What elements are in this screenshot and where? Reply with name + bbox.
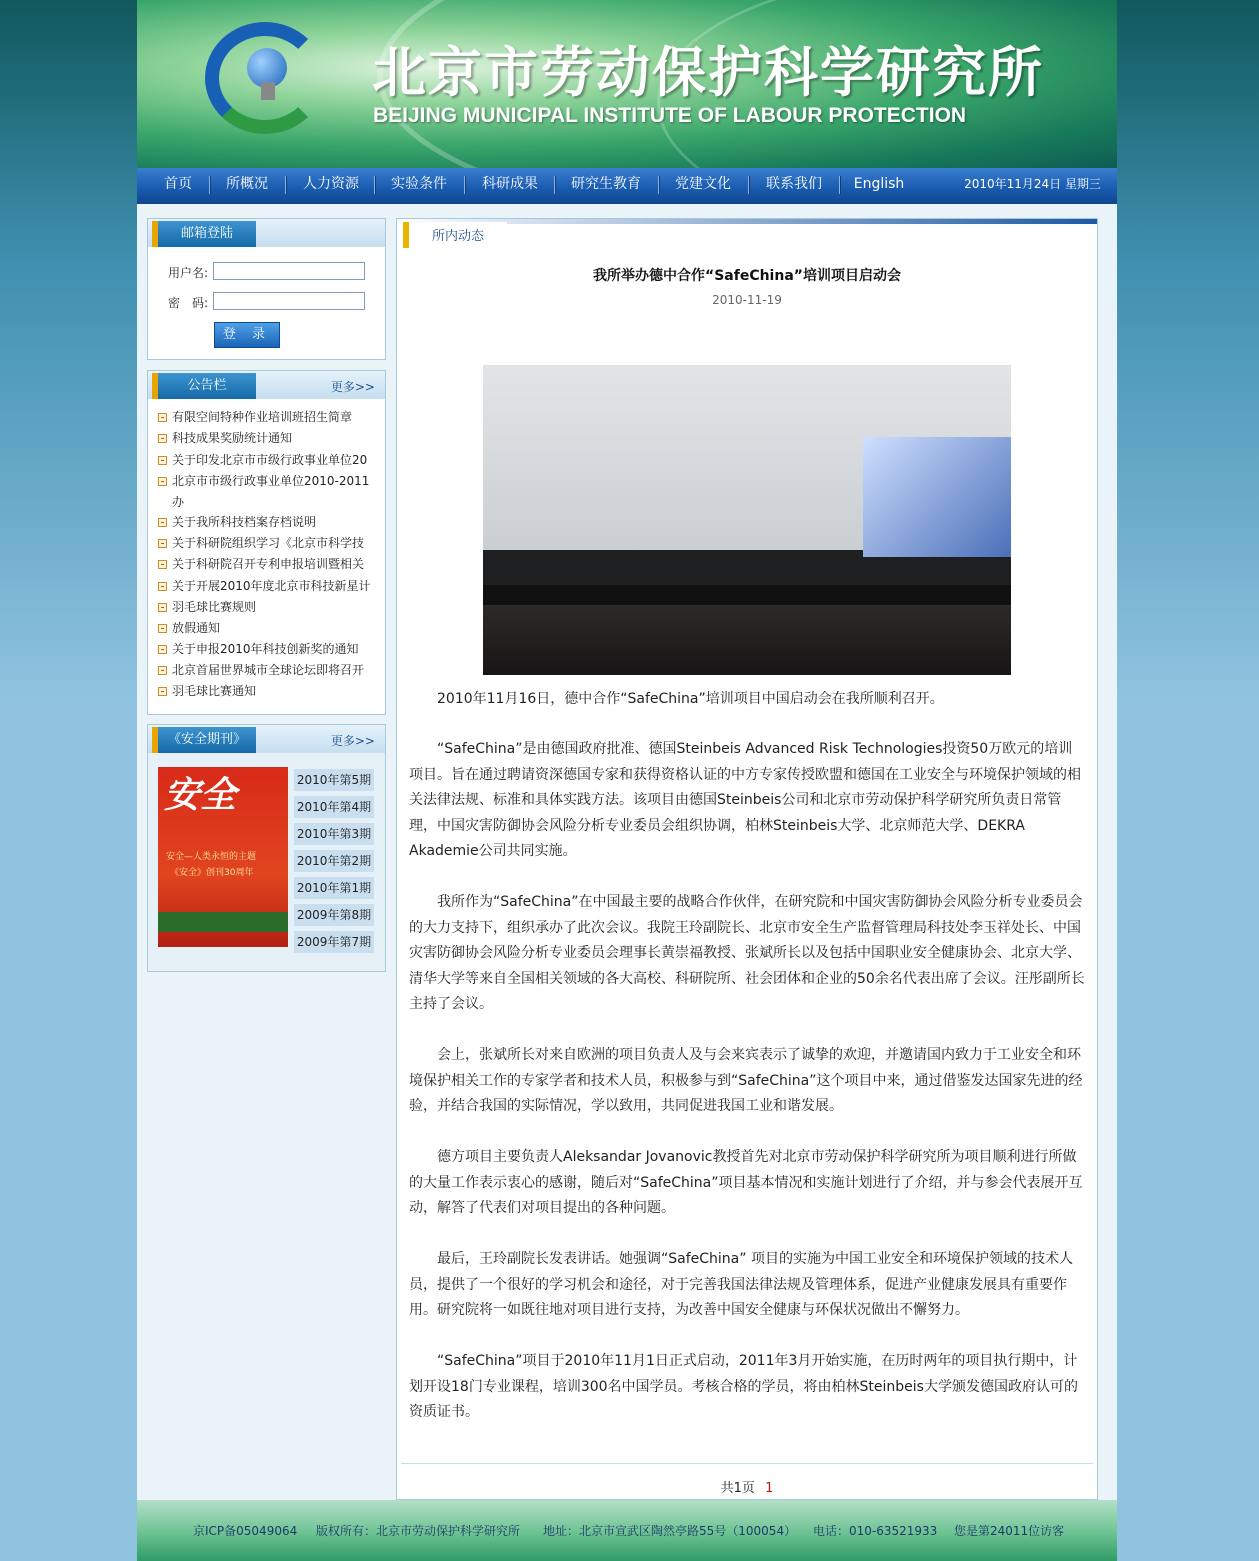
footer-address: 地址：北京市宣武区陶然亭路55号（100054） xyxy=(543,1524,797,1538)
cover-line-1: 安全—人类永恒的主题 xyxy=(166,852,257,862)
nav-separator xyxy=(748,176,750,194)
login-panel xyxy=(147,218,386,360)
notice-item[interactable] xyxy=(158,681,373,702)
notice-text: 关于科研院召开专利申报培训暨相关 xyxy=(172,557,365,571)
nav-lab[interactable]: 实验条件 xyxy=(391,176,447,192)
nav-party[interactable]: 党建文化 xyxy=(675,176,731,192)
notice-item[interactable] xyxy=(158,554,373,575)
article-paragraph: 最后，王玲副院长发表讲话。她强调“SafeChina” 项目的实施为中国工业安全和环境保护领域的技术人员，提供了一个很好的学习机会和途径，对于完善我国法律法规及管理体系，促进产业健康发展具有重要作用。研究院将一如既往地对项目进行支持，为改善中国安全健康与环保状况做出不懈努力。 xyxy=(409,1251,1073,1318)
notice-text: 关于我所科技档案存档说明 xyxy=(172,515,317,529)
journal-issue-link[interactable]: 2009年第7期 xyxy=(294,931,374,953)
bullet-icon xyxy=(158,603,167,612)
notice-item[interactable] xyxy=(158,471,373,513)
journal-issue-link[interactable]: 2010年第2期 xyxy=(294,850,374,872)
bullet-icon xyxy=(158,477,167,486)
notice-item[interactable] xyxy=(158,512,373,533)
login-button[interactable]: 登 录 xyxy=(214,322,280,348)
article-paragraph: 德方项目主要负责人Aleksandar Jovanovic教授首先对北京市劳动保护科学研究所为项目顺利进行所做的大量工作表示衷心的感谢，随后对“SafeChina”项目基本情况和实施计划进行了介绍，并与参会代表展开互动，解答了代表们对项目提出的各种问题。 xyxy=(409,1149,1083,1216)
article-paragraph: “SafeChina”是由德国政府批准、德国Steinbeis Advanced Risk Technologies投资50万欧元的培训项目。旨在通过聘请资深德国专家和获得资格认证的中方专家传授欧盟和德国在工业安全与环境保护领域的相关法律法规、标准和具体实践方法。该项目由德国Steinbeis公司和北京市劳动保护科学研究所负责日常管理，中国灾害防御协会风险分析专业委员会组织协调，柏林Steinbeis大学、北京师范大学、DEKRA Akademie公司共同实施。 xyxy=(409,741,1081,859)
notice-text: 北京市市级行政事业单位2010-2011办 xyxy=(172,474,370,509)
journal-more-link[interactable]: 更多>> xyxy=(330,734,375,748)
institute-logo xyxy=(205,22,329,138)
nav-hr[interactable]: 人力资源 xyxy=(303,176,359,192)
logo-block xyxy=(261,82,275,100)
pager-page-1[interactable]: 1 xyxy=(765,1481,774,1496)
article-title: 我所举办德中合作“SafeChina”培训项目启动会 xyxy=(593,268,901,284)
site-footer xyxy=(137,1500,1117,1561)
journal-panel xyxy=(147,724,386,972)
journal-issue-link[interactable]: 2010年第5期 xyxy=(294,769,374,791)
bullet-icon xyxy=(158,434,167,443)
pagination xyxy=(397,1477,1097,1496)
footer-copyright: 版权所有：北京市劳动保护科学研究所 xyxy=(316,1524,521,1538)
bullet-icon xyxy=(158,413,167,422)
bullet-icon xyxy=(158,687,167,696)
nav-separator xyxy=(464,176,466,194)
notice-item[interactable] xyxy=(158,576,373,597)
bullet-icon xyxy=(158,624,167,633)
notice-panel xyxy=(147,370,386,715)
notice-item[interactable] xyxy=(158,618,373,639)
notice-text: 北京首届世界城市全球论坛即将召开 xyxy=(172,663,365,677)
bullet-icon xyxy=(158,456,167,465)
nav-separator xyxy=(209,176,211,194)
journal-cover-image[interactable] xyxy=(158,767,288,947)
notice-text: 羽毛球比赛通知 xyxy=(172,684,257,698)
notice-more-link[interactable]: 更多>> xyxy=(330,380,375,394)
main-nav xyxy=(137,168,1117,204)
journal-issue-link[interactable]: 2010年第3期 xyxy=(294,823,374,845)
journal-issue-link[interactable]: 2009年第8期 xyxy=(294,904,374,926)
article-panel xyxy=(396,218,1098,1500)
nav-about[interactable]: 所概况 xyxy=(226,176,268,192)
pager-total: 共1页 xyxy=(720,1481,755,1496)
password-input[interactable] xyxy=(213,292,365,310)
notice-text: 关于科研院组织学习《北京市科学技 xyxy=(172,536,365,550)
footer-visitor-count: 您是第24011位访客 xyxy=(954,1524,1065,1538)
nav-research[interactable]: 科研成果 xyxy=(482,176,538,192)
password-label: 密 码: xyxy=(168,296,209,310)
notice-text: 关于申报2010年科技创新奖的通知 xyxy=(172,642,359,656)
username-label: 用户名: xyxy=(168,266,209,280)
article-paragraph: 会上，张斌所长对来自欧洲的项目负责人及与会来宾表示了诚挚的欢迎，并邀请国内致力于工业安全和环境保护相关工作的专家学者和技术人员，积极参与到“SafeChina”这个项目中来，通过借鉴发达国家先进的经验，并结合我国的实际情况，学以致用，共同促进我国工业和谐发展。 xyxy=(409,1047,1083,1114)
bullet-icon xyxy=(158,666,167,675)
notice-item[interactable] xyxy=(158,450,373,471)
footer-phone: 电话：010-63521933 xyxy=(813,1524,938,1538)
nav-separator xyxy=(839,176,841,194)
bullet-icon xyxy=(158,539,167,548)
bullet-icon xyxy=(158,518,167,527)
nav-contact[interactable]: 联系我们 xyxy=(766,176,822,192)
footer-icp[interactable]: 京ICP备05049064 xyxy=(193,1524,298,1538)
notice-panel-title: 公告栏 xyxy=(152,373,256,399)
article-paragraph: 我所作为“SafeChina”在中国最主要的战略合作伙伴，在研究院和中国灾害防御协会风险分析专业委员会的大力支持下，组织承办了此次会议。我院王玲副院长、北京市安全生产监督管理局科技处李玉祥处长、中国灾害防御协会风险分析专业委员会理事长黄崇福教授、张斌所长以及包括中国职业安全健康协会、北京大学、清华大学等来自全国相关领域的各大高校、科研院所、社会团体和企业的50余名代表出席了会议。汪彤副所长主持了会议。 xyxy=(409,894,1085,1012)
page-wrapper xyxy=(137,0,1117,1561)
notice-item[interactable] xyxy=(158,639,373,660)
nav-separator xyxy=(374,176,376,194)
site-subtitle: BEIJING MUNICIPAL INSTITUTE OF LABOUR PROTECTION xyxy=(373,104,967,127)
notice-text: 放假通知 xyxy=(172,621,221,635)
notice-item[interactable] xyxy=(158,660,373,681)
login-panel-title: 邮箱登陆 xyxy=(152,221,256,247)
photo-audience xyxy=(483,605,1011,675)
section-tab: 所内动态 xyxy=(403,222,507,248)
notice-item[interactable] xyxy=(158,597,373,618)
nav-home[interactable]: 首页 xyxy=(164,176,192,192)
cover-line-2: 《安全》创刊30周年 xyxy=(170,868,254,878)
bullet-icon xyxy=(158,645,167,654)
journal-issue-link[interactable]: 2010年第4期 xyxy=(294,796,374,818)
notice-text: 关于开展2010年度北京市科技新星计 xyxy=(172,579,371,593)
nav-date: 2010年11月24日 星期三 xyxy=(964,177,1101,191)
article-paragraph: 2010年11月16日，德中合作“SafeChina”培训项目中国启动会在我所顺利召开。 xyxy=(437,691,944,707)
notice-item[interactable] xyxy=(158,428,373,449)
journal-panel-title: 《安全期刊》 xyxy=(152,727,256,753)
nav-english[interactable]: English xyxy=(853,176,905,192)
nav-separator xyxy=(554,176,556,194)
bullet-icon xyxy=(158,582,167,591)
cover-title: 安全 xyxy=(164,775,237,816)
site-title: 北京市劳动保护科学研究所 xyxy=(372,41,1044,104)
article-paragraph: “SafeChina”项目于2010年11月1日正式启动，2011年3月开始实施，在历时两年的项目执行期中，计划开设18门专业课程，培训300名中国学员。考核合格的学员，将由柏林Steinbeis大学颁发德国政府认可的资质证书。 xyxy=(409,1353,1078,1420)
meeting-photo xyxy=(483,365,1011,675)
notice-text: 有限空间特种作业培训班招生简章 xyxy=(172,410,353,424)
notice-item[interactable] xyxy=(158,533,373,554)
notice-text: 关于印发北京市市级行政事业单位20 xyxy=(172,453,368,467)
site-header xyxy=(137,0,1117,168)
photo-projection-screen xyxy=(863,437,1011,557)
bullet-icon xyxy=(158,560,167,569)
journal-issue-link[interactable]: 2010年第1期 xyxy=(294,877,374,899)
notice-item[interactable] xyxy=(158,407,373,428)
article-date: 2010-11-19 xyxy=(712,293,782,307)
nav-graduate[interactable]: 研究生教育 xyxy=(571,176,641,192)
pager-divider xyxy=(401,1463,1093,1464)
username-input[interactable] xyxy=(213,262,365,280)
notice-text: 羽毛球比赛规则 xyxy=(172,600,257,614)
cover-band xyxy=(158,912,288,932)
nav-separator xyxy=(285,176,287,194)
notice-text: 科技成果奖励统计通知 xyxy=(172,431,293,445)
nav-separator xyxy=(658,176,660,194)
